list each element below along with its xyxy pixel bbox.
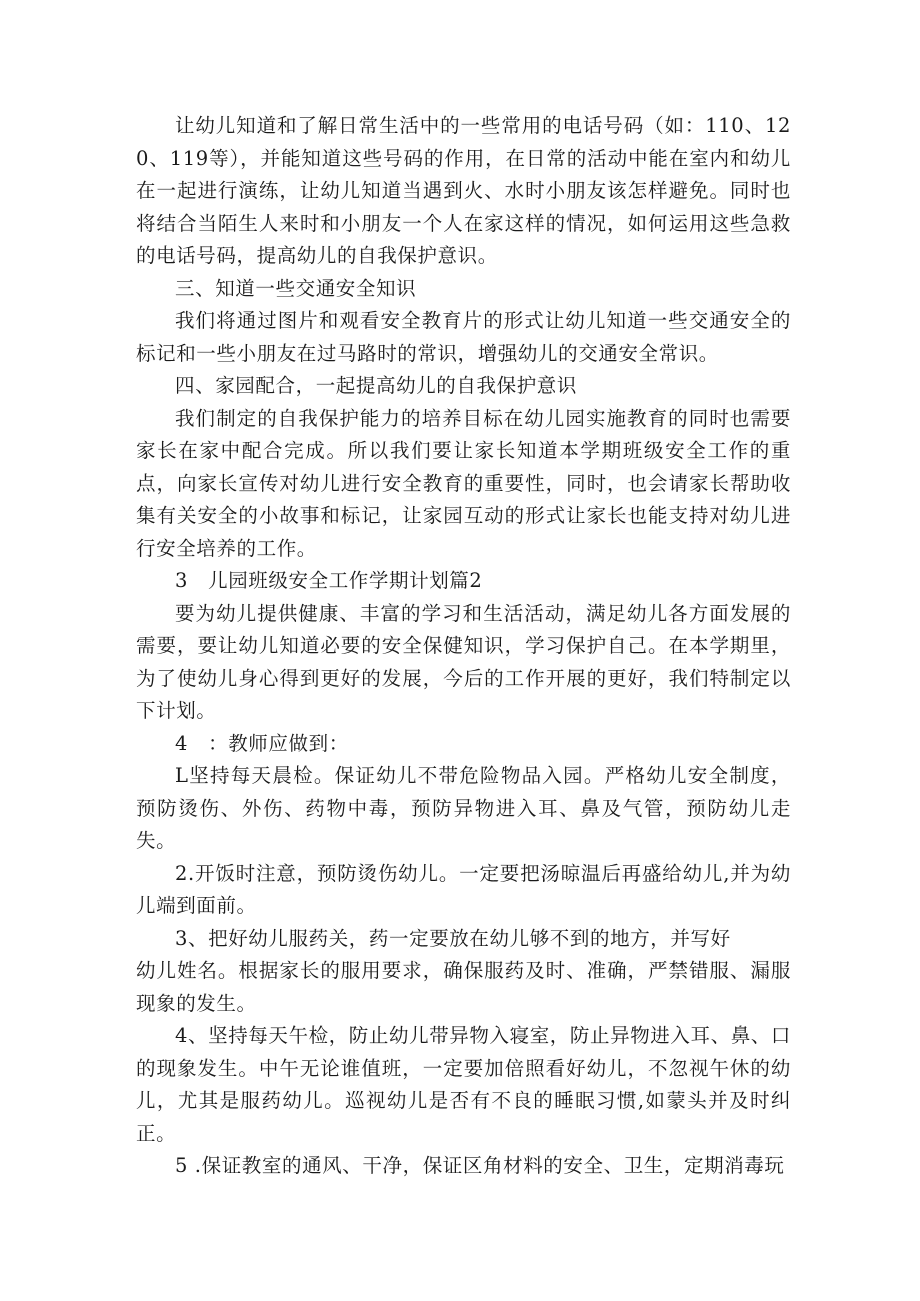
paragraph-home-school: 我们制定的自我保护能力的培养目标在幼儿园实施教育的同时也需要家长在家中配合完成。所以我们要让家长知道本学期班级安全工作的重点，向家长宣传对幼儿进行安全教育的重要性，同时，也会请家长帮助收集有关安全的小故事和标记，让家园互动的形式让家长也能支持对幼儿进行安全培养的工作。 [136,406,791,560]
list-item-medicine-line1: 3、把好幼儿服药关，药一定要放在幼儿够不到的地方，并写好 [175,926,731,950]
list-item-meal-time: 2.开饭时注意，预防烫伤幼儿。一定要把汤晾温后再盛给幼儿,并为幼儿端到面前。 [136,861,791,917]
paragraph-traffic-safety: 我们将通过图片和观看安全教育片的形式让幼儿知道一些交通安全的标记和一些小朋友在过马路时的常识，增强幼儿的交通安全常识。 [136,309,791,365]
document-body [136,110,791,1183]
list-item-medicine-line2: 幼儿姓名。根据家长的服用要求，确保服药及时、准确，严禁错服、漏服现象的发生。 [136,959,791,1015]
list-item-ventilation: 5 .保证教室的通风、干净，保证区角材料的安全、卫生，定期消毒玩 [175,1154,785,1177]
section-heading-home-school: 四、家园配合，一起提高幼儿的自我保护意识 [175,374,578,397]
list-item-morning-check: L坚持每天晨检。保证幼儿不带危险物品入园。严格幼儿安全制度，预防烫伤、外伤、药物中毒，预防异物进入耳、鼻及气管，预防幼儿走失。 [136,764,791,852]
section-heading-teacher-duties: 4 ：教师应做到： [175,731,349,755]
paragraph-phone-numbers: 让幼儿知道和了解日常生活中的一些常用的电话号码（如：110、120、119等），并能知道这些号码的作用，在日常的活动中能在室内和幼儿在一起进行演练，让幼儿知道当遇到火、水时小朋友该怎样避免。同时也将结合当陌生人来时和小朋友一个人在家这样的情况，如何运用这些急救的电话号码，提高幼儿的自我保护意识。 [136,114,791,267]
paragraph-plan-intro: 要为幼儿提供健康、丰富的学习和生活活动，满足幼儿各方面发展的需要，要让幼儿知道必要的安全保健知识，学习保护自己。在本学期里，为了使幼儿身心得到更好的发展，今后的工作开展的更好，我们特制定以下计划。 [136,601,791,722]
section-heading-plan-2: 3 儿园班级安全工作学期计划篇2 [175,569,483,592]
list-item-noon-check: 4、坚持每天午检，防止幼儿带异物入寝室，防止异物进入耳、鼻、口的现象发生。中午无论谁值班，一定要加倍照看好幼儿，不忽视午休的幼儿，尤其是服药幼儿。巡视幼儿是否有不良的睡眠习惯,如蒙头并及时纠正。 [136,1024,792,1145]
section-heading-traffic-safety: 三、知道一些交通安全知识 [175,276,417,300]
